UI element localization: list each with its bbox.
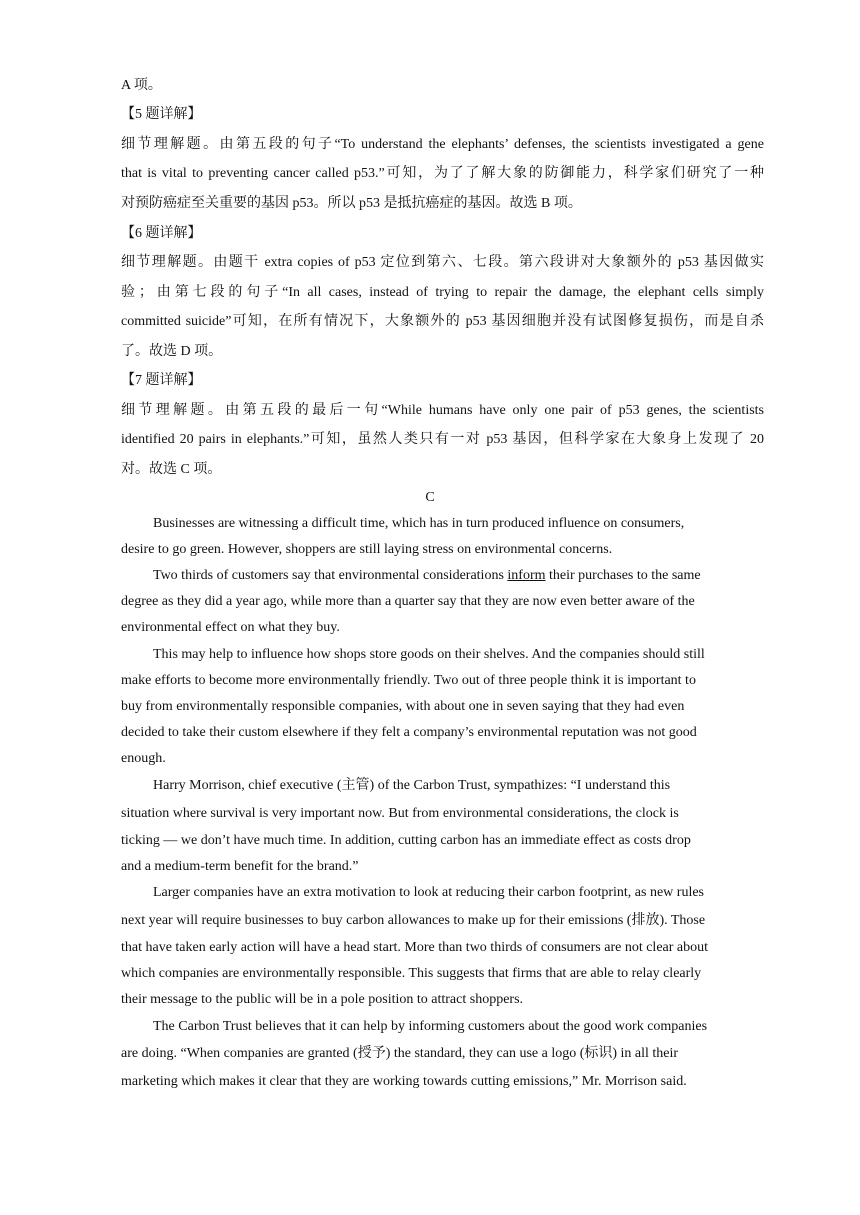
underlined-word: inform — [507, 568, 546, 583]
q6-heading: 【6 题详解】 — [121, 226, 202, 241]
q6-line: 细节理解题。由题干 extra copies of p53 定位到第六、七段。第六段讲对大象额外的 p53 基因做实 — [121, 255, 764, 270]
q6-line: 验；由第七段的句子“In all cases, instead of trying to repair the damage, the elephant cells simply — [121, 285, 764, 300]
q5-line: 细节理解题。由第五段的句子“To understand the elephants’ defenses, the scientists investigated a gene — [121, 137, 764, 152]
passage-line: Harry Morrison, chief executive (主管) of the Carbon Trust, sympathizes: “I understand this — [153, 778, 671, 793]
passage-line: enough. — [121, 751, 166, 766]
q7-line: 对。故选 C 项。 — [121, 462, 222, 477]
passage-line: are doing. “When companies are granted (授予) the standard, they can use a logo (标识) in all their — [121, 1046, 679, 1061]
passage-line: Businesses are witnessing a difficult time, which has in turn produced influence on consumers, — [153, 516, 685, 531]
passage-line: which companies are environmentally responsible. This suggests that firms that are able to relay clearly — [121, 966, 702, 981]
passage-line: decided to take their custom elsewhere if they felt a company’s environmental reputation was not good — [121, 725, 697, 740]
passage-text: Two thirds of customers say that environmental considerations — [153, 568, 508, 583]
passage-line — [153, 566, 764, 586]
q6-line: 了。故选 D 项。 — [121, 344, 223, 359]
q6-line: committed suicide”可知，在所有情况下，大象额外的 p53 基因细胞并没有试图修复损伤，而是自杀 — [121, 314, 764, 329]
passage-line: situation where survival is very important now. But from environmental considerations, the clock is — [121, 806, 679, 821]
passage-line: that have taken early action will have a head start. More than two thirds of consumers are not clear about — [121, 940, 709, 955]
passage-line: make efforts to become more environmentally friendly. Two out of three people think it is important to — [121, 673, 696, 688]
passage-line: buy from environmentally responsible companies, with about one in seven saying that they had even — [121, 699, 685, 714]
answer-tail: A 项。 — [121, 78, 162, 93]
q5-heading: 【5 题详解】 — [121, 107, 202, 122]
passage-line: degree as they did a year ago, while more than a quarter say that they are now even better aware of the — [121, 594, 695, 609]
passage-line: Larger companies have an extra motivation to look at reducing their carbon footprint, as new rules — [153, 885, 705, 900]
q7-line: identified 20 pairs in elephants.”可知，虽然人类只有一对 p53 基因，但科学家在大象身上发现了 20 — [121, 432, 764, 447]
passage-text: their purchases to the same — [545, 568, 701, 583]
passage-line: ticking — we don’t have much time. In addition, cutting carbon has an immediate effect as costs drop — [121, 833, 691, 848]
passage-line: desire to go green. However, shoppers are still laying stress on environmental concerns. — [121, 542, 613, 557]
passage-line: and a medium-term benefit for the brand.” — [121, 859, 359, 874]
passage-line: The Carbon Trust believes that it can help by informing customers about the good work companies — [153, 1019, 708, 1034]
passage-line: marketing which makes it clear that they are working towards cutting emissions,” Mr. Morrison said. — [121, 1074, 687, 1089]
passage-line: environmental effect on what they buy. — [121, 620, 340, 635]
q7-line: 细节理解题。由第五段的最后一句“While humans have only one pair of p53 genes, the scientists — [121, 403, 764, 418]
q7-heading: 【7 题详解】 — [121, 373, 202, 388]
section-label: C — [425, 490, 435, 505]
q5-line: 对预防癌症至关重要的基因 p53。所以 p53 是抵抗癌症的基因。故选 B 项。 — [121, 196, 582, 211]
passage-line: This may help to influence how shops store goods on their shelves. And the companies should still — [153, 647, 705, 662]
q5-line: that is vital to preventing cancer called p53.”可知，为了了解大象的防御能力，科学家们研究了一种 — [121, 166, 764, 181]
passage-line: their message to the public will be in a pole position to attract shoppers. — [121, 992, 524, 1007]
passage-line: next year will require businesses to buy carbon allowances to make up for their emissions (排放). Those — [121, 913, 706, 928]
